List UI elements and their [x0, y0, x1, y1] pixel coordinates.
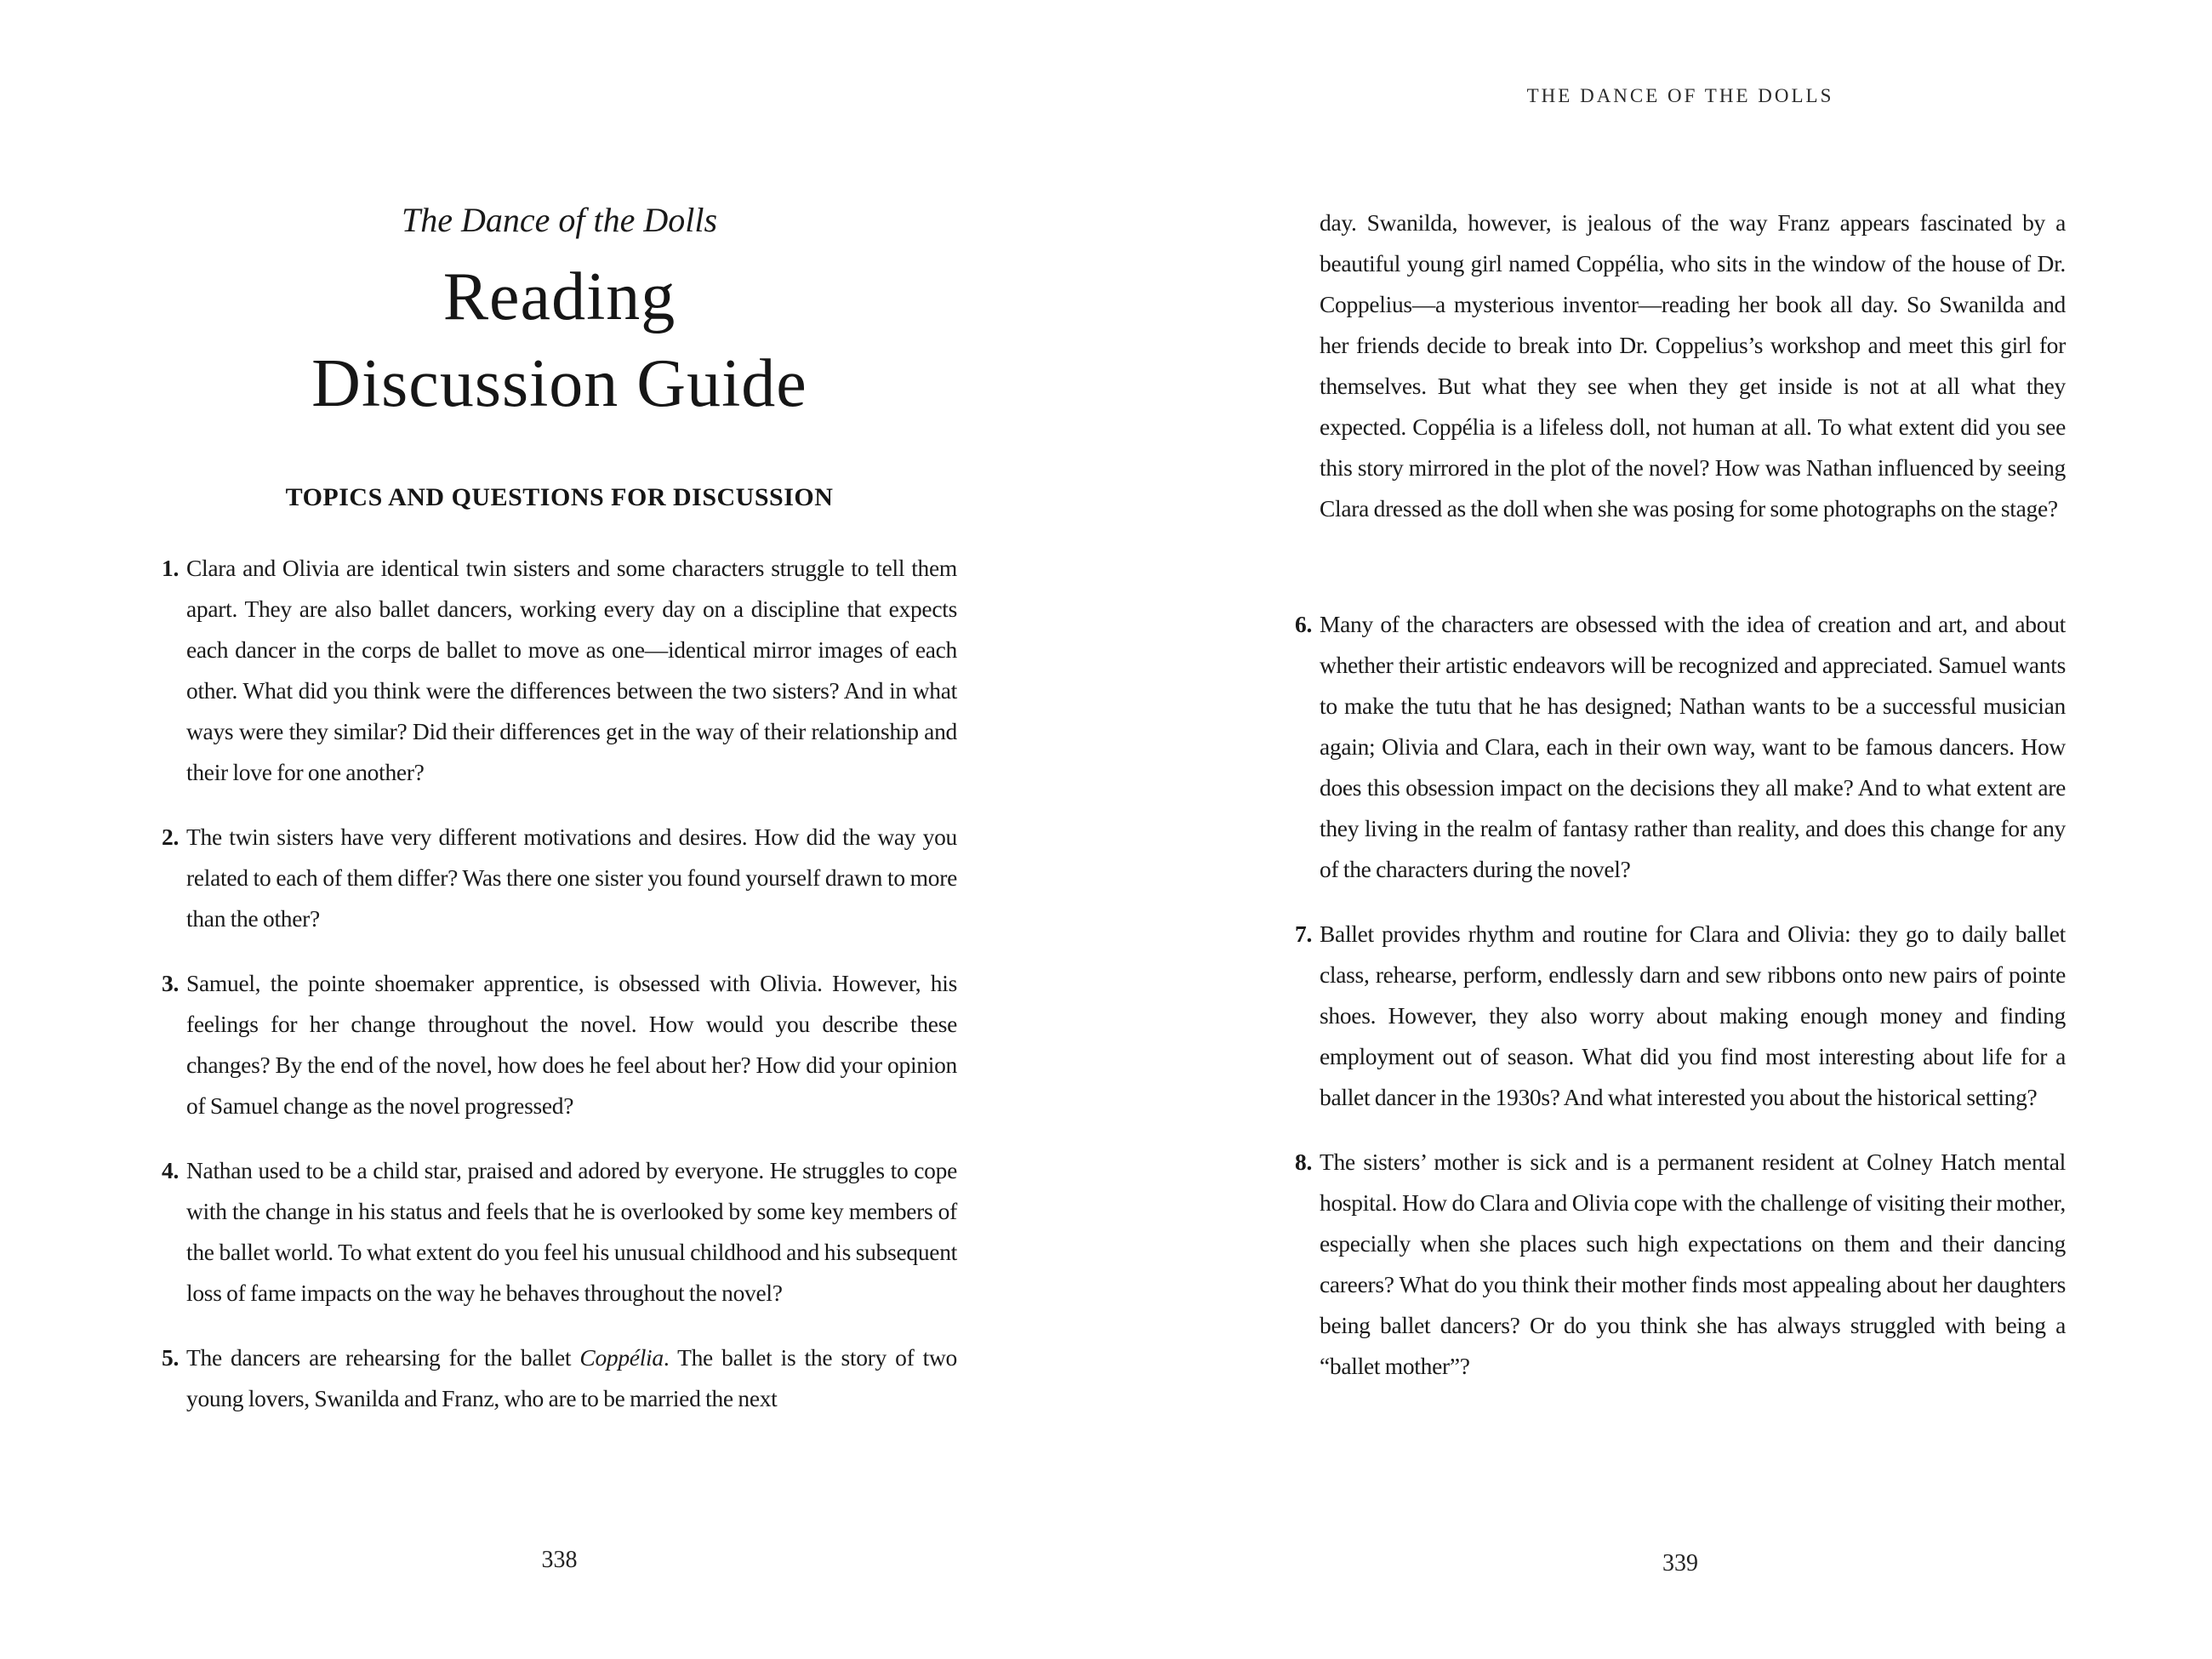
ballet-title-italic: Coppélia [579, 1344, 664, 1371]
question-number: 6. [1295, 611, 1313, 637]
question-text: Clara and Olivia are identical twin sisters and some characters struggle to tell them apart. They are also ballet dancers, working every day on a discipline that expects each dancer in the corps de ballet to move as one—identical mirror images of each other. What did you think were the differences between the two sisters? And in what ways were they similar? Did their differences get in the way of their relationship and their love for one another? [186, 555, 957, 785]
question-text: Many of the characters are obsessed with the idea of creation and art, and about whether their artistic endeavors will be recognized and appreciated. Samuel wants to make the tutu that he has designed; Nathan wants to be a successful musician again; Olivia and Clara, each in their own way, want to be famous dancers. How does this obsession impact on the decisions they all make? And to what extent are they living in the realm of fantasy rather than reality, and does this change for any of the characters during the novel? [1320, 611, 2066, 882]
question-number: 3. [162, 970, 180, 996]
book-title: The Dance of the Dolls [401, 201, 718, 239]
page-number-right: 339 [1662, 1550, 1698, 1576]
question-number: 4. [162, 1157, 180, 1183]
question-text: Nathan used to be a child star, praised and adored by everyone. He struggles to cope with the change in his status and feels that he is overlooked by some key members of the ballet world. To what extent do you feel his unusual childhood and his subsequent loss of fame impacts on the way he behaves throughout the novel? [186, 1157, 957, 1306]
guide-title [162, 254, 957, 427]
discussion-question-1 [162, 548, 957, 793]
discussion-question-5 [162, 1337, 957, 1419]
discussion-question-6 [1295, 604, 2066, 890]
question-text-segment: The dancers are rehearsing for the ballet [186, 1344, 580, 1371]
chapter-title-block [162, 201, 957, 427]
discussion-question-7 [1295, 914, 2066, 1118]
guide-title-line1: Reading [442, 259, 676, 334]
section-subheading: TOPICS AND QUESTIONS FOR DISCUSSION [285, 483, 834, 511]
question-number: 5. [162, 1344, 180, 1371]
page-number-left: 338 [541, 1547, 578, 1573]
discussion-question-8 [1295, 1142, 2066, 1387]
question-text-segment: . The ballet is the story of two young lovers, Swanilda and Franz, who are to be married the next [186, 1344, 957, 1411]
left-page [162, 0, 957, 1659]
question-list-left [162, 548, 957, 1419]
question-number: 8. [1295, 1149, 1313, 1175]
question-5-continuation-text: day. Swanilda, however, is jealous of the way Franz appears fascinated by a beautiful young girl named Coppélia, who sits in the window of the house of Dr. Coppelius—a mysterious inventor—reading her book all day. So Swanilda and her friends decide to break into Dr. Coppelius’s workshop and meet this girl for themselves. But what they see when they get inside is not at all what they expected. Coppélia is a lifeless doll, not human at all. To what extent did you see this story mirrored in the plot of the novel? How was Nathan influenced by seeing Clara dressed as the doll when she was posing for some photographs on the stage? [1320, 209, 2066, 522]
question-text: Ballet provides rhythm and routine for Clara and Olivia: they go to daily ballet class, rehearse, perform, endlessly darn and sew ribbons onto new pairs of pointe shoes. However, they also worry about making enough money and finding employment out of season. What did you find most interesting about life for a ballet dancer in the 1930s? And what interested you about the historical setting? [1320, 921, 2066, 1110]
discussion-question-4 [162, 1150, 957, 1314]
question-text: The sisters’ mother is sick and is a permanent resident at Colney Hatch mental hospital. How do Clara and Olivia cope with the challenge of visiting their mother, especially when she places such high expectations on them and their dancing careers? What do you think their mother finds most appealing about her daughters being ballet dancers? Or do you think she has always struggled with being a “ballet mother”? [1320, 1149, 2066, 1379]
question-number: 1. [162, 555, 180, 581]
question-number: 2. [162, 824, 180, 850]
question-text: Samuel, the pointe shoemaker apprentice, is obsessed with Olivia. However, his feelings for her change throughout the novel. How would you describe these changes? By the end of the novel, how does he feel about her? How did your opinion of Samuel change as the novel progressed? [186, 970, 957, 1119]
right-page [1295, 0, 2066, 1659]
guide-title-line2: Discussion Guide [311, 346, 807, 421]
discussion-question-3 [162, 963, 957, 1126]
question-list-right [1295, 604, 2066, 1387]
running-header: THE DANCE OF THE DOLLS [1526, 85, 1834, 106]
question-number: 7. [1295, 921, 1313, 947]
discussion-question-2 [162, 817, 957, 939]
question-text [186, 1344, 957, 1411]
question-text: The twin sisters have very different motivations and desires. How did the way you related to each of them differ? Was there one sister you found yourself drawn to more than the other? [186, 824, 957, 932]
